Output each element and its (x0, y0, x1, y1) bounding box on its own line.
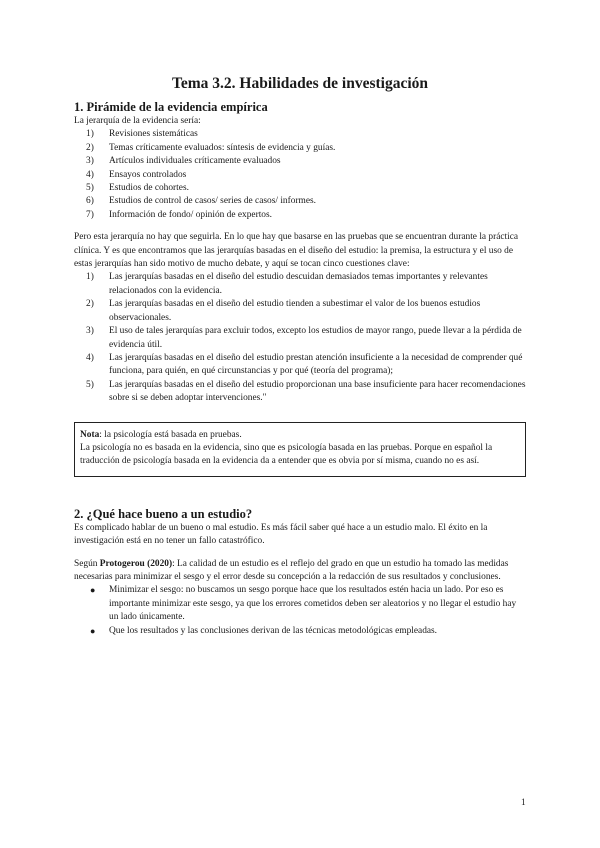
spacer (74, 477, 526, 506)
list-item (74, 209, 526, 222)
list-text: Las jerarquías basadas en el diseño del estudio proporcionan una base insuficiente para hacer recomendaciones sobre si se deben adoptar intervenciones." (109, 379, 526, 404)
list-number: 7) (86, 209, 94, 220)
list-number: 5) (86, 379, 94, 390)
list-number: 3) (86, 326, 94, 337)
list-item (74, 271, 526, 298)
note-first-line (80, 429, 519, 442)
list-item (74, 352, 526, 379)
hierarchy-critique-paragraph: Pero esta jerarquía no hay que seguirla. En lo que hay que basarse en las pruebas que se encuentran durante la práctica clínica. Y es que encontramos que las jerarquías basadas en el diseño del estudio: la premisa, la estructura y el uso de estas jerarquías han sido motivo de mucho debate, y aquí se tocan cinco cuestiones clave: (74, 232, 519, 270)
list-item (74, 379, 526, 406)
list-item (74, 169, 526, 182)
key-issues-list (74, 271, 526, 405)
list-number: 4) (86, 352, 94, 363)
bullet-icon: ● (90, 585, 96, 596)
list-item (74, 325, 526, 352)
list-text: Información de fondo/ opinión de expertos. (109, 209, 272, 220)
list-text: Revisiones sistemáticas (109, 129, 198, 140)
spacer (74, 549, 526, 558)
note-box (74, 422, 526, 477)
list-text: Temas críticamente evaluados: síntesis de evidencia y guías. (109, 142, 336, 153)
spacer (74, 222, 526, 231)
author-citation: Protogerou (2020) (99, 558, 173, 569)
list-text: Estudios de cohortes. (109, 183, 189, 194)
note-body: La psicología no es basada en la evidencia, sino que es psicología basada en las pruebas. Porque en español la traducción de psicología basada en la evidencia da a entender que es obvia por sí misma, cuando no es así. (80, 442, 493, 467)
list-text: Que los resultados y las conclusiones derivan de las técnicas metodológicas empleadas. (109, 625, 438, 636)
list-item (74, 625, 526, 638)
list-text: Las jerarquías basadas en el diseño del estudio prestan atención insuficiente a la necesidad de comprender qué funciona, para quién, en qué circunstancias y por qué (teoría del programa); (109, 352, 523, 377)
study-quality-intro: Es complicado hablar de un bueno o mal estudio. Es más fácil saber qué hace a un estudio malo. El éxito en la investigación está en no tener un fallo catastrófico. (74, 522, 488, 547)
paragraph-prefix: Según (74, 558, 100, 569)
list-item (74, 584, 526, 624)
list-text: Artículos individuales críticamente evaluados (109, 156, 281, 167)
page-title: Tema 3.2. Habilidades de investigación (171, 75, 429, 92)
note-label: Nota (80, 429, 100, 440)
document-page (74, 74, 526, 638)
list-item (74, 195, 526, 208)
list-number: 6) (86, 196, 94, 207)
list-text: Estudios de control de casos/ series de casos/ informes. (109, 196, 316, 207)
list-text: Minimizar el sesgo: no buscamos un sesgo porque hace que los resultados estén hacia un lado. Por eso es importante minimizar este sesgo, ya que los errores cometidos deben ser aleatorios y no llegar el estudio hay un lado únicamente. (109, 585, 517, 623)
evidence-hierarchy-list (74, 128, 526, 222)
paragraph-text: : La calidad de un estudio es el reflejo del grado en que un estudio ha tomado las medidas necesarias para minimizar el sesgo y el error desde su concepción a la redacción de sus resultados y conclusiones. (74, 558, 509, 582)
list-number: 1) (86, 272, 94, 283)
list-item (74, 182, 526, 195)
bullet-icon: ● (90, 625, 96, 636)
note-first-text: : la psicología está basada en pruebas. (99, 429, 242, 440)
quality-bullets (74, 584, 526, 638)
list-text: Ensayos controlados (109, 169, 187, 180)
protogerou-paragraph (74, 558, 526, 585)
list-text: Las jerarquías basadas en el diseño del estudio descuidan demasiados temas importantes y relevantes relacionados con la evidencia. (109, 272, 488, 296)
list-text: El uso de tales jerarquías para excluir todos, excepto los estudios de mayor rango, puede llevar a la pérdida de evidencia útil. (109, 326, 522, 350)
list-item (74, 142, 526, 155)
list-number: 1) (86, 129, 94, 140)
list-number: 5) (86, 183, 94, 194)
list-number: 3) (86, 156, 94, 167)
section-2-heading: 2. ¿Qué hace bueno a un estudio? (74, 506, 253, 521)
list-number: 2) (86, 142, 94, 153)
list-item (74, 128, 526, 141)
list-item (74, 298, 526, 325)
page-number: 1 (521, 798, 526, 808)
list-number: 4) (86, 169, 94, 180)
section-1-heading: 1. Pirámide de la evidencia empírica (74, 100, 268, 114)
list-number: 2) (86, 299, 94, 310)
hierarchy-intro: La jerarquía de la evidencia sería: (74, 116, 201, 126)
list-text: Las jerarquías basadas en el diseño del estudio tienden a subestimar el valor de los buenos estudios observacionales. (109, 299, 481, 323)
list-item (74, 155, 526, 168)
